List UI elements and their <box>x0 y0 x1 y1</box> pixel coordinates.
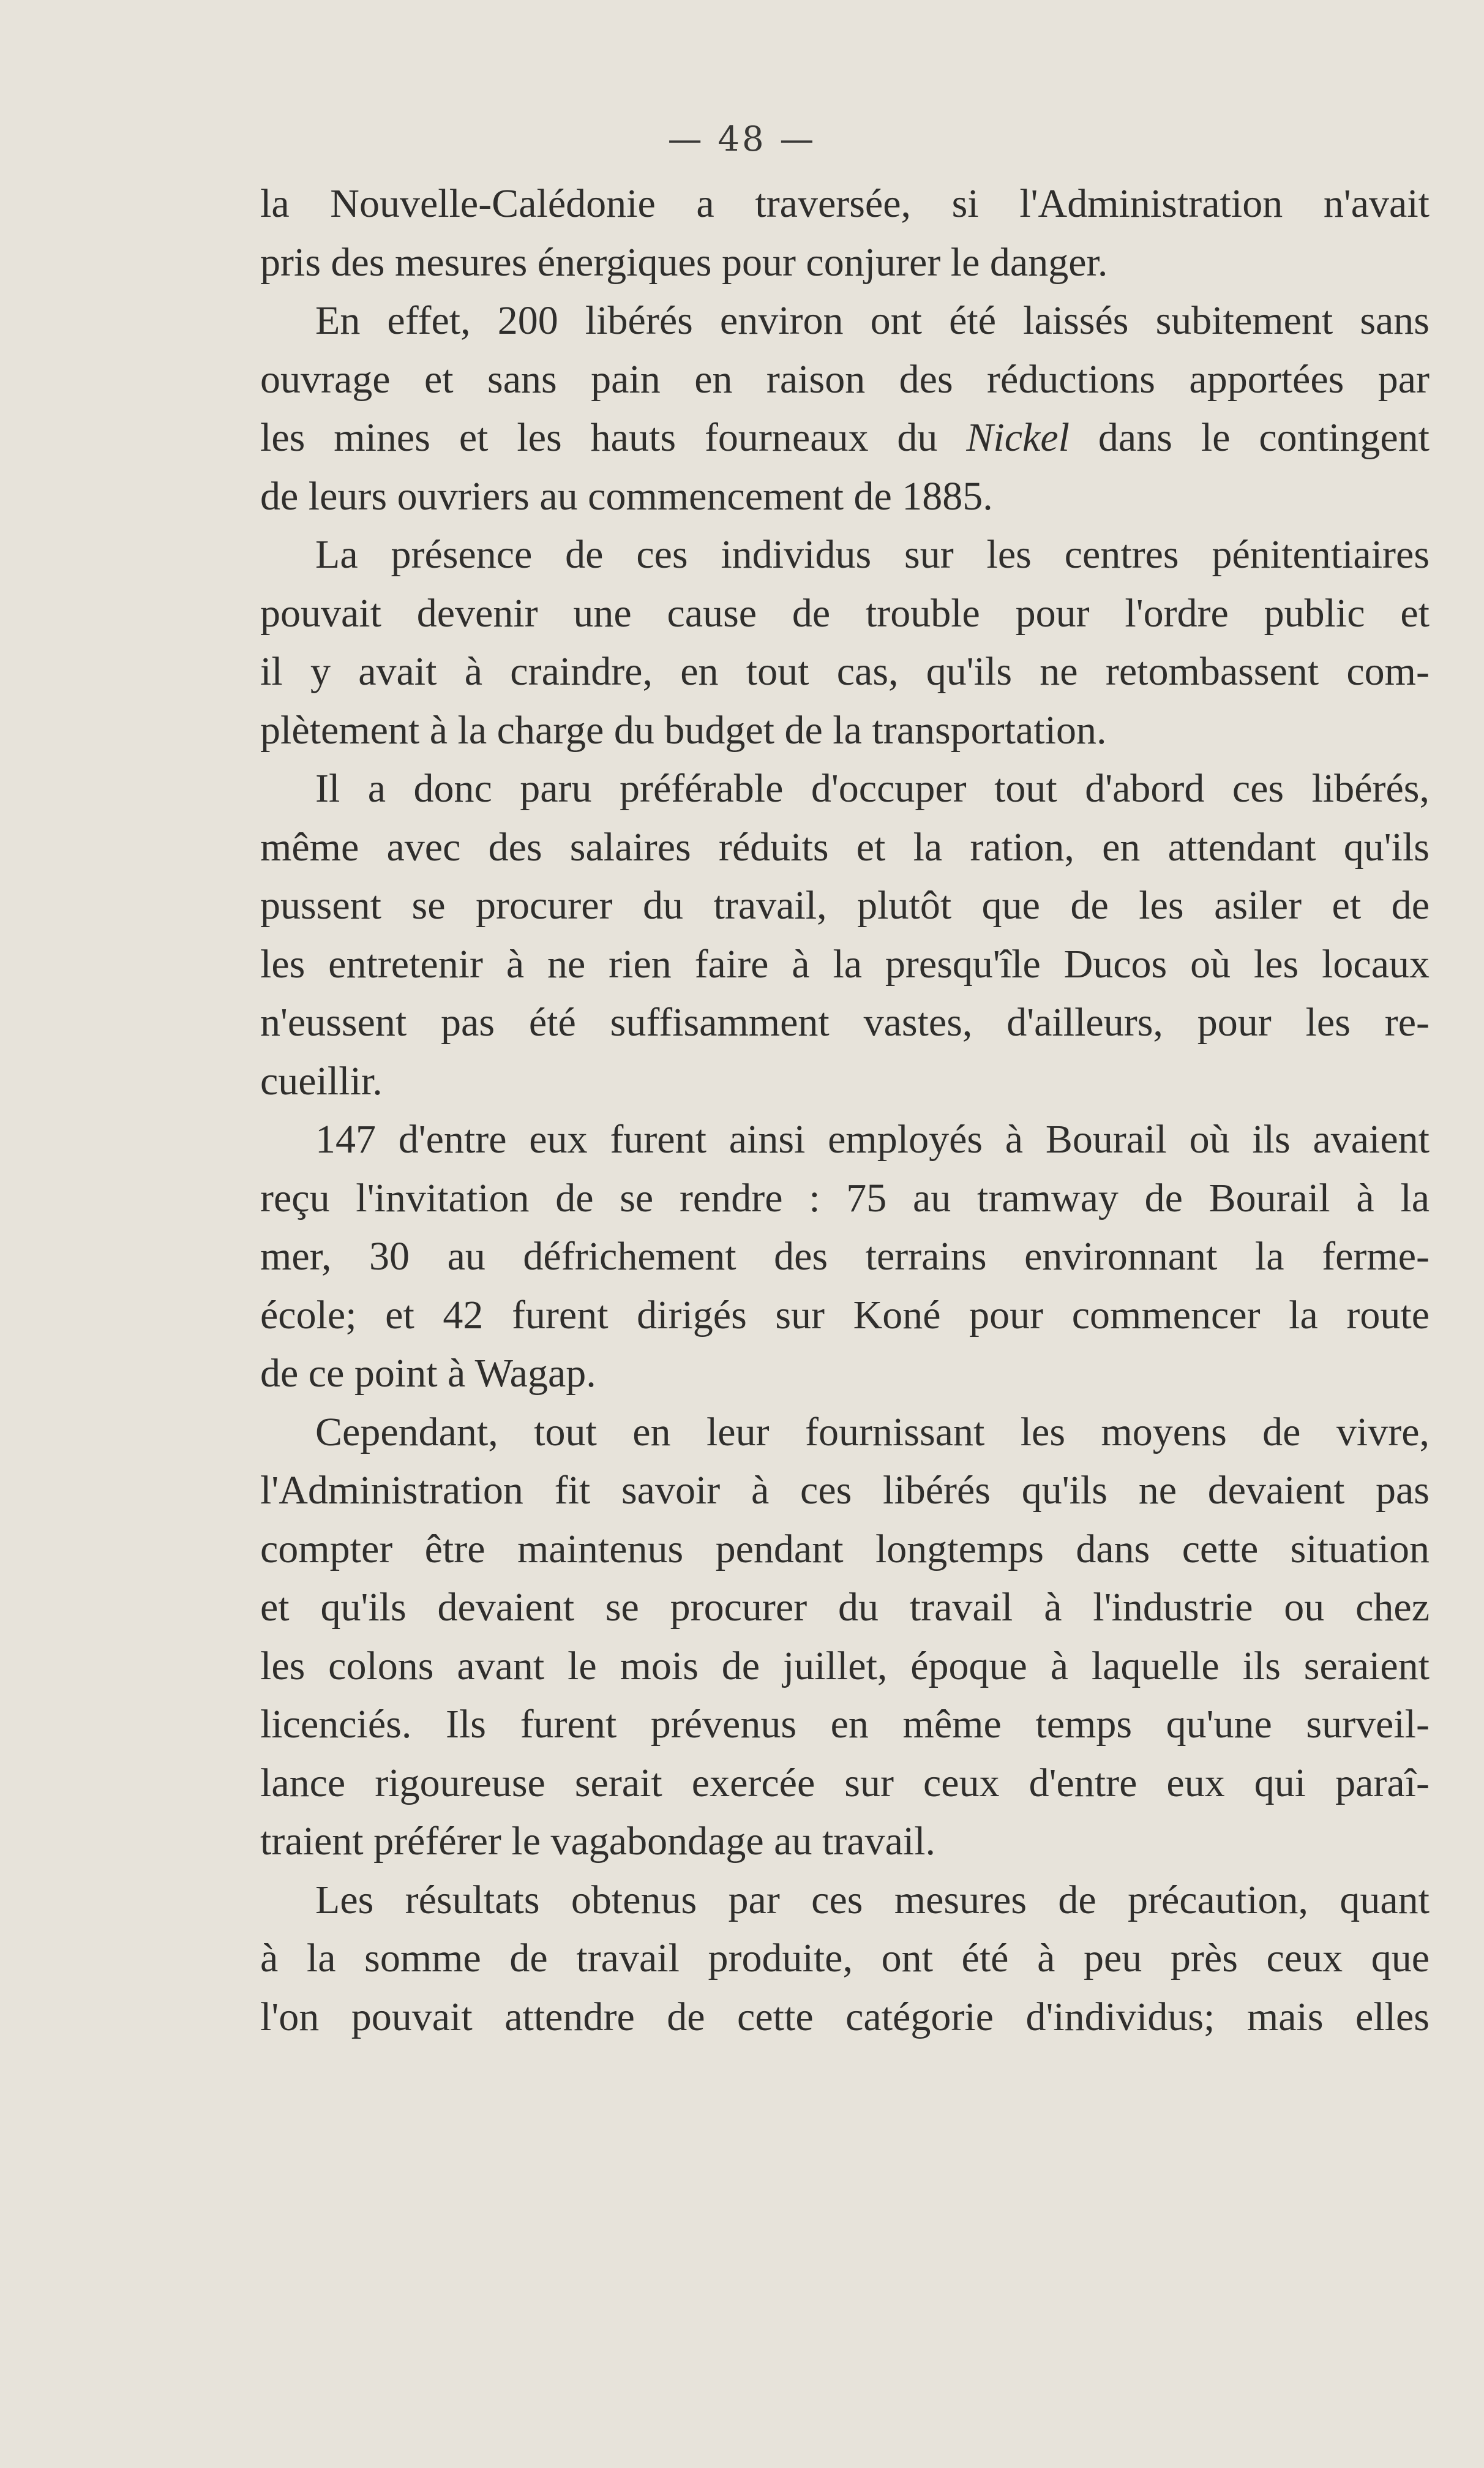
text-line: Cependant, tout en leur fournissant les moyens de vivre, <box>315 1409 1430 1454</box>
text-line: cueillir. <box>260 1058 383 1104</box>
text-line: les colons avant le mois de juillet, époque à laquelle ils seraient <box>260 1643 1430 1688</box>
text-line: les entretenir à ne rien faire à la presqu'île Ducos où les locaux <box>260 941 1430 987</box>
text-line: lance rigoureuse serait exercée sur ceux d'entre eux qui paraî- <box>260 1760 1430 1805</box>
text-line: les mines et les hauts fourneaux du Nickel dans le contingent <box>260 415 1430 460</box>
text-line: n'eussent pas été suffisamment vastes, d'ailleurs, pour les re- <box>260 1000 1430 1045</box>
text-line: ouvrage et sans pain en raison des réductions apportées par <box>260 356 1430 402</box>
text-line: l'Administration fit savoir à ces libérés qu'ils ne devaient pas <box>260 1468 1430 1513</box>
text-line: reçu l'invitation de se rendre : 75 au tramway de Bourail à la <box>260 1175 1430 1221</box>
text-line: la Nouvelle-Calédonie a traversée, si l'Administration n'avait <box>260 181 1430 226</box>
text-line: pris des mesures énergiques pour conjurer le danger. <box>260 239 1108 285</box>
body-text <box>260 175 1430 2046</box>
text-line: pussent se procurer du travail, plutôt que de les asiler et de <box>260 883 1430 928</box>
text-line: même avec des salaires réduits et la ration, en attendant qu'ils <box>260 824 1430 870</box>
text-line: traient préférer le vagabondage au travail. <box>260 1819 936 1864</box>
text-line: l'on pouvait attendre de cette catégorie d'individus; mais elles <box>260 1994 1430 2039</box>
text-line: En effet, 200 libérés environ ont été laissés subitement sans <box>315 298 1430 343</box>
text-line: licenciés. Ils furent prévenus en même temps qu'une surveil- <box>260 1702 1430 1747</box>
text-line: compter être maintenus pendant longtemps dans cette situation <box>260 1526 1430 1571</box>
text-line: mer, 30 au défrichement des terrains environnant la ferme- <box>260 1234 1430 1279</box>
text-line: La présence de ces individus sur les centres pénitentiaires <box>315 532 1430 577</box>
text-line: à la somme de travail produite, ont été à peu près ceux que <box>260 1936 1430 1981</box>
text-line: Il a donc paru préférable d'occuper tout d'abord ces libérés, <box>315 766 1430 811</box>
text-line: de ce point à Wagap. <box>260 1351 596 1396</box>
text-line: il y avait à craindre, en tout cas, qu'ils ne retombassent com- <box>260 649 1430 694</box>
page-number: — 48 — <box>667 119 817 159</box>
text-line: et qu'ils devaient se procurer du travail à l'industrie ou chez <box>260 1585 1430 1630</box>
text-line: pouvait devenir une cause de trouble pour l'ordre public et <box>260 590 1430 636</box>
text-line: plètement à la charge du budget de la transportation. <box>260 707 1107 753</box>
text-line: école; et 42 furent dirigés sur Koné pour commencer la route <box>260 1292 1430 1337</box>
text-line: de leurs ouvriers au commencement de 1885. <box>260 473 993 519</box>
text-line: 147 d'entre eux furent ainsi employés à Bourail où ils avaient <box>315 1117 1430 1162</box>
text-line: Les résultats obtenus par ces mesures de précaution, quant <box>315 1877 1430 1922</box>
